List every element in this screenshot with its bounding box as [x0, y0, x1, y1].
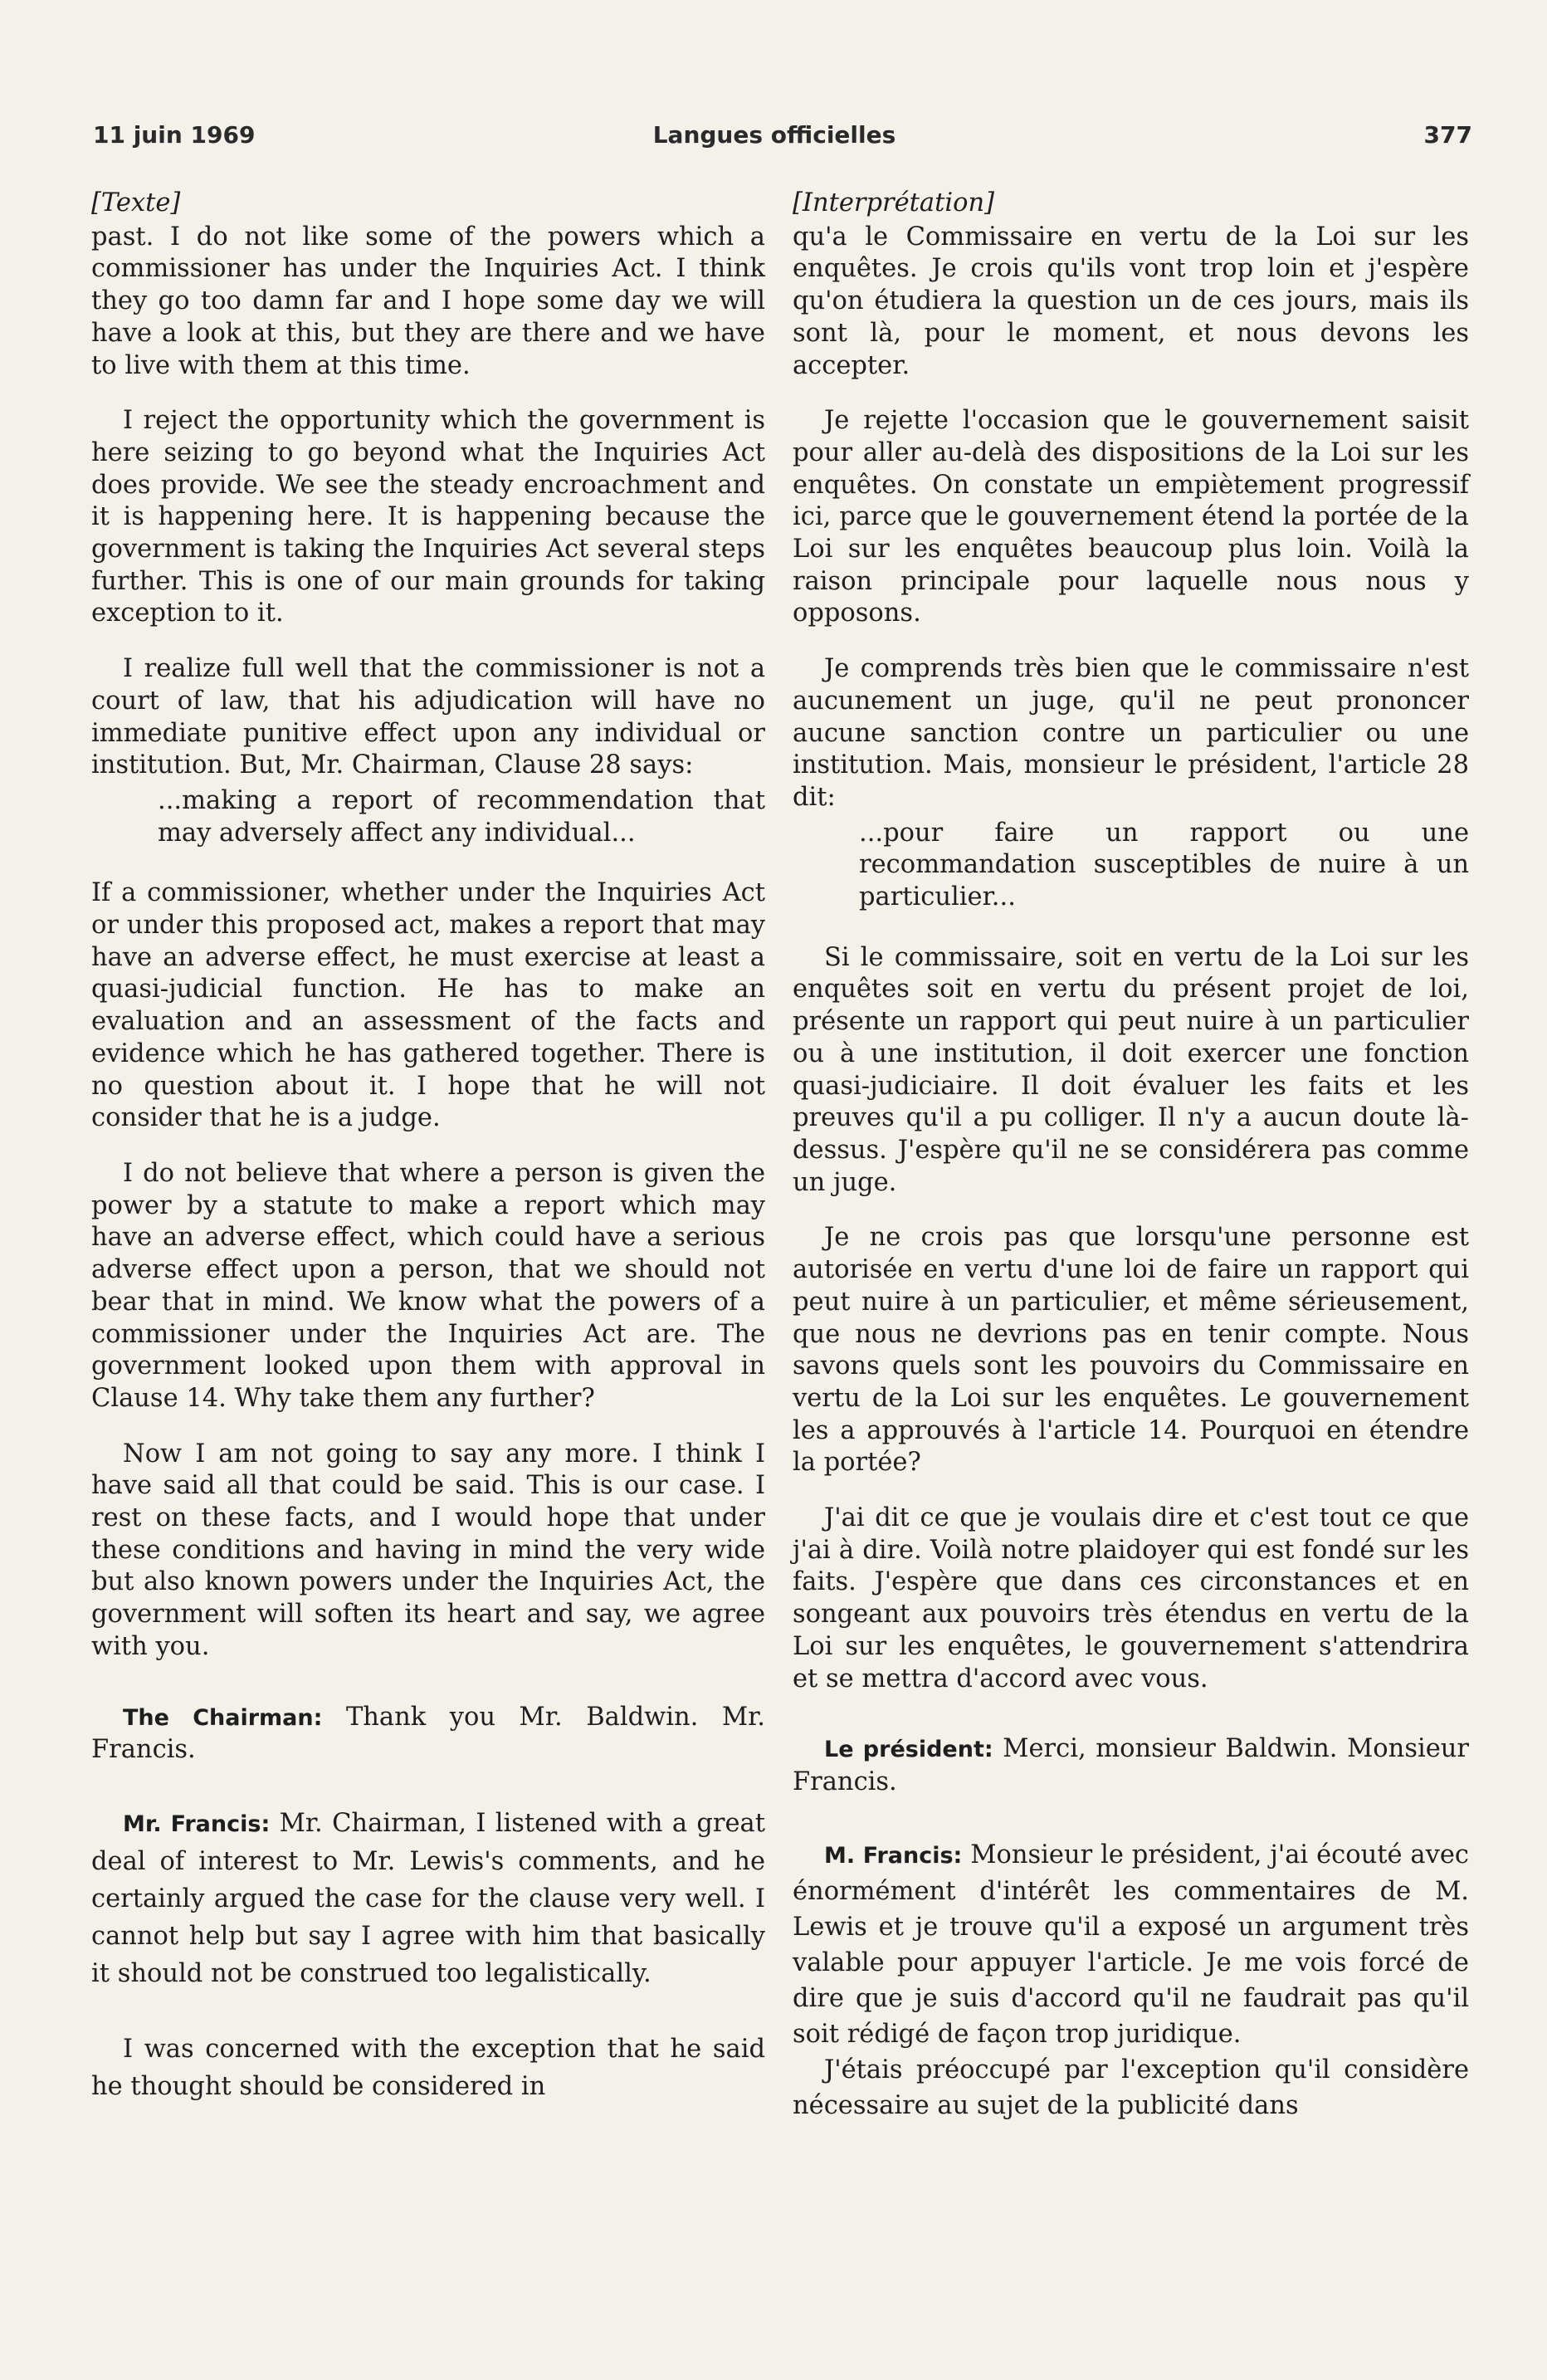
spacer: [793, 1695, 1469, 1733]
speaker-name: Le président:: [824, 1737, 993, 1763]
speaker-paragraph: [91, 1805, 765, 1992]
page-header: [76, 121, 1472, 158]
paragraph: Je ne crois pas que lorsqu'une personne est autorisée en vertu d'une loi de faire un rapport qui peut nuire à un particulier, et même sérieusement, que nous ne devrions pas en tenir compte. Nous savons quels sont les pouvoirs du Commissaire en vertu de la Loi sur les enquêtes. Le gouvernement les a approuvés à l'article 14. Pourquoi en étendre la portée?: [793, 1223, 1469, 1478]
spacer: [91, 630, 765, 653]
speaker-paragraph: [91, 1702, 765, 1767]
paragraph: Je rejette l'occasion que le gouvernement saisit pour aller au-delà des dispositions de la Loi sur les enquêtes. On constate un empiètement progressif ici, parce que le gouvernement étend la portée de la Loi sur les enquêtes beaucoup plus loin. Voilà la raison principale pour laquelle nous nous y opposons.: [793, 406, 1469, 628]
spacer: [91, 1992, 765, 2031]
paragraph: Je comprends très bien que le commissaire n'est aucunement un juge, qu'il ne peut prononcer aucune sanction contre un particulier ou une institution. Mais, monsieur le président, l'article 28 dit:: [793, 654, 1469, 812]
block-quote: ...making a report of recommendation that may adversely affect any individual...: [158, 785, 765, 848]
page-number: 377: [1423, 121, 1472, 149]
spacer: [91, 1767, 765, 1805]
speech-text: Thank you Mr. Baldwin. Mr. Francis.: [91, 1702, 765, 1765]
spacer: [793, 630, 1469, 653]
spacer: [793, 1799, 1469, 1837]
spacer: [91, 1664, 765, 1702]
paragraph: Si le commissaire, soit en vertu de la Loi sur les enquêtes soit en vertu du présent projet de loi, présente un rapport qui peut nuire à un particulier ou à une institution, il doit exercer une fonction quasi-judiciaire. Il doit évaluer les faits et les preuves qu'il a pu colliger. Il n'y a aucun doute là-dessus. J'espère qu'il ne se considérera pas comme un juge.: [793, 942, 1469, 1197]
paragraph: qu'a le Commissaire en vertu de la Loi sur les enquêtes. Je crois qu'ils vont trop loin et j'espère qu'on étudiera la question un de ces jours, mais ils sont là, pour le moment, et nous devons les accepter.: [793, 222, 1469, 380]
spacer: [91, 1415, 765, 1439]
spacer: [793, 919, 1469, 942]
header-date: 11 juin 1969: [93, 121, 256, 149]
speaker-name: M. Francis:: [824, 1842, 963, 1869]
speaker-name: Mr. Francis:: [123, 1811, 271, 1837]
paragraph: J'ai dit ce que je voulais dire et c'est tout ce que j'ai à dire. Voilà notre plaidoyer qui est fondé sur les faits. J'espère que dans ces circonstances et en songeant aux pouvoirs très étendus en vertu de la Loi sur les enquêtes, le gouvernement s'attendrira et se mettra d'accord avec vous.: [793, 1503, 1469, 1693]
paragraph: past. I do not like some of the powers which a commissioner has under the Inquiries Act. I think they go too damn far and I hope some day we will have a look at this, but they are there and we have to live with them at this time.: [91, 222, 765, 380]
header-title: Langues officielles: [652, 121, 896, 149]
speech-text: Mr. Chairman, I listened with a great deal of interest to Mr. Lewis's comments, and he certainly argued the case for the clause very well. I cannot help but say I agree with him that basically it should not be construed too legalistically.: [91, 1808, 765, 1988]
speaker-paragraph: [793, 1837, 1469, 2052]
speech-text: Merci, monsieur Baldwin. Monsieur Francis.: [793, 1734, 1469, 1796]
speech-text: Monsieur le président, j'ai écouté avec énormément d'intérêt les commentaires de M. Lewis et je trouve qu'il a exposé un argument très valable pour appuyer l'article. Je me vois forcé de dire que je suis d'accord qu'il ne faudrait pas qu'il soit rédigé de façon trop juridique.: [793, 1840, 1469, 2049]
language-tag: [Interprétation]: [793, 188, 994, 217]
spacer: [793, 1199, 1469, 1222]
spacer: [91, 854, 765, 877]
speaker-name: The Chairman:: [123, 1704, 323, 1731]
english-column: [91, 188, 765, 2105]
paragraph: J'étais préoccupé par l'exception qu'il considère nécessaire au sujet de la publicité dans: [793, 2055, 1469, 2120]
paragraph: If a commissioner, whether under the Inquiries Act or under this proposed act, makes a report that may have an adverse effect, he must exercise at least a quasi-judicial function. He has to make an evaluation and an assessment of the facts and evidence which he has gathered together. There is no question about it. I hope that he will not consider that he is a judge.: [91, 878, 765, 1133]
paragraph: I do not believe that where a person is given the power by a statute to make a report which may have an adverse effect, which could have a serious adverse effect upon a person, that we should not bear that in mind. We know what the powers of a commissioner under the Inquiries Act are. The government looked upon them with approval in Clause 14. Why take them any further?: [91, 1158, 765, 1413]
paragraph: I realize full well that the commissioner is not a court of law, that his adjudication will have no immediate punitive effect upon any individual or institution. But, Mr. Chairman, Clause 28 says:: [91, 654, 765, 780]
spacer: [91, 382, 765, 405]
language-tag: [Texte]: [91, 188, 181, 217]
paragraph: I was concerned with the exception that he said he thought should be considered in: [91, 2034, 765, 2101]
spacer: [91, 1135, 765, 1158]
french-column: [793, 188, 1469, 2123]
block-quote: ...pour faire un rapport ou une recommandation susceptibles de nuire à un particulier...: [859, 818, 1469, 912]
paragraph: I reject the opportunity which the government is here seizing to go beyond what the Inquiries Act does provide. We see the steady encroachment and it is happening here. It is happening because the government is taking the Inquiries Act several steps further. This is one of our main grounds for taking exception to it.: [91, 406, 765, 628]
spacer: [793, 382, 1469, 405]
speaker-paragraph: [793, 1733, 1469, 1798]
paragraph: Now I am not going to say any more. I think I have said all that could be said. This is our case. I rest on these facts, and I would hope that under these conditions and having in mind the very wide but also known powers under the Inquiries Act, the government will soften its heart and say, we agree with you.: [91, 1439, 765, 1661]
spacer: [793, 1479, 1469, 1503]
